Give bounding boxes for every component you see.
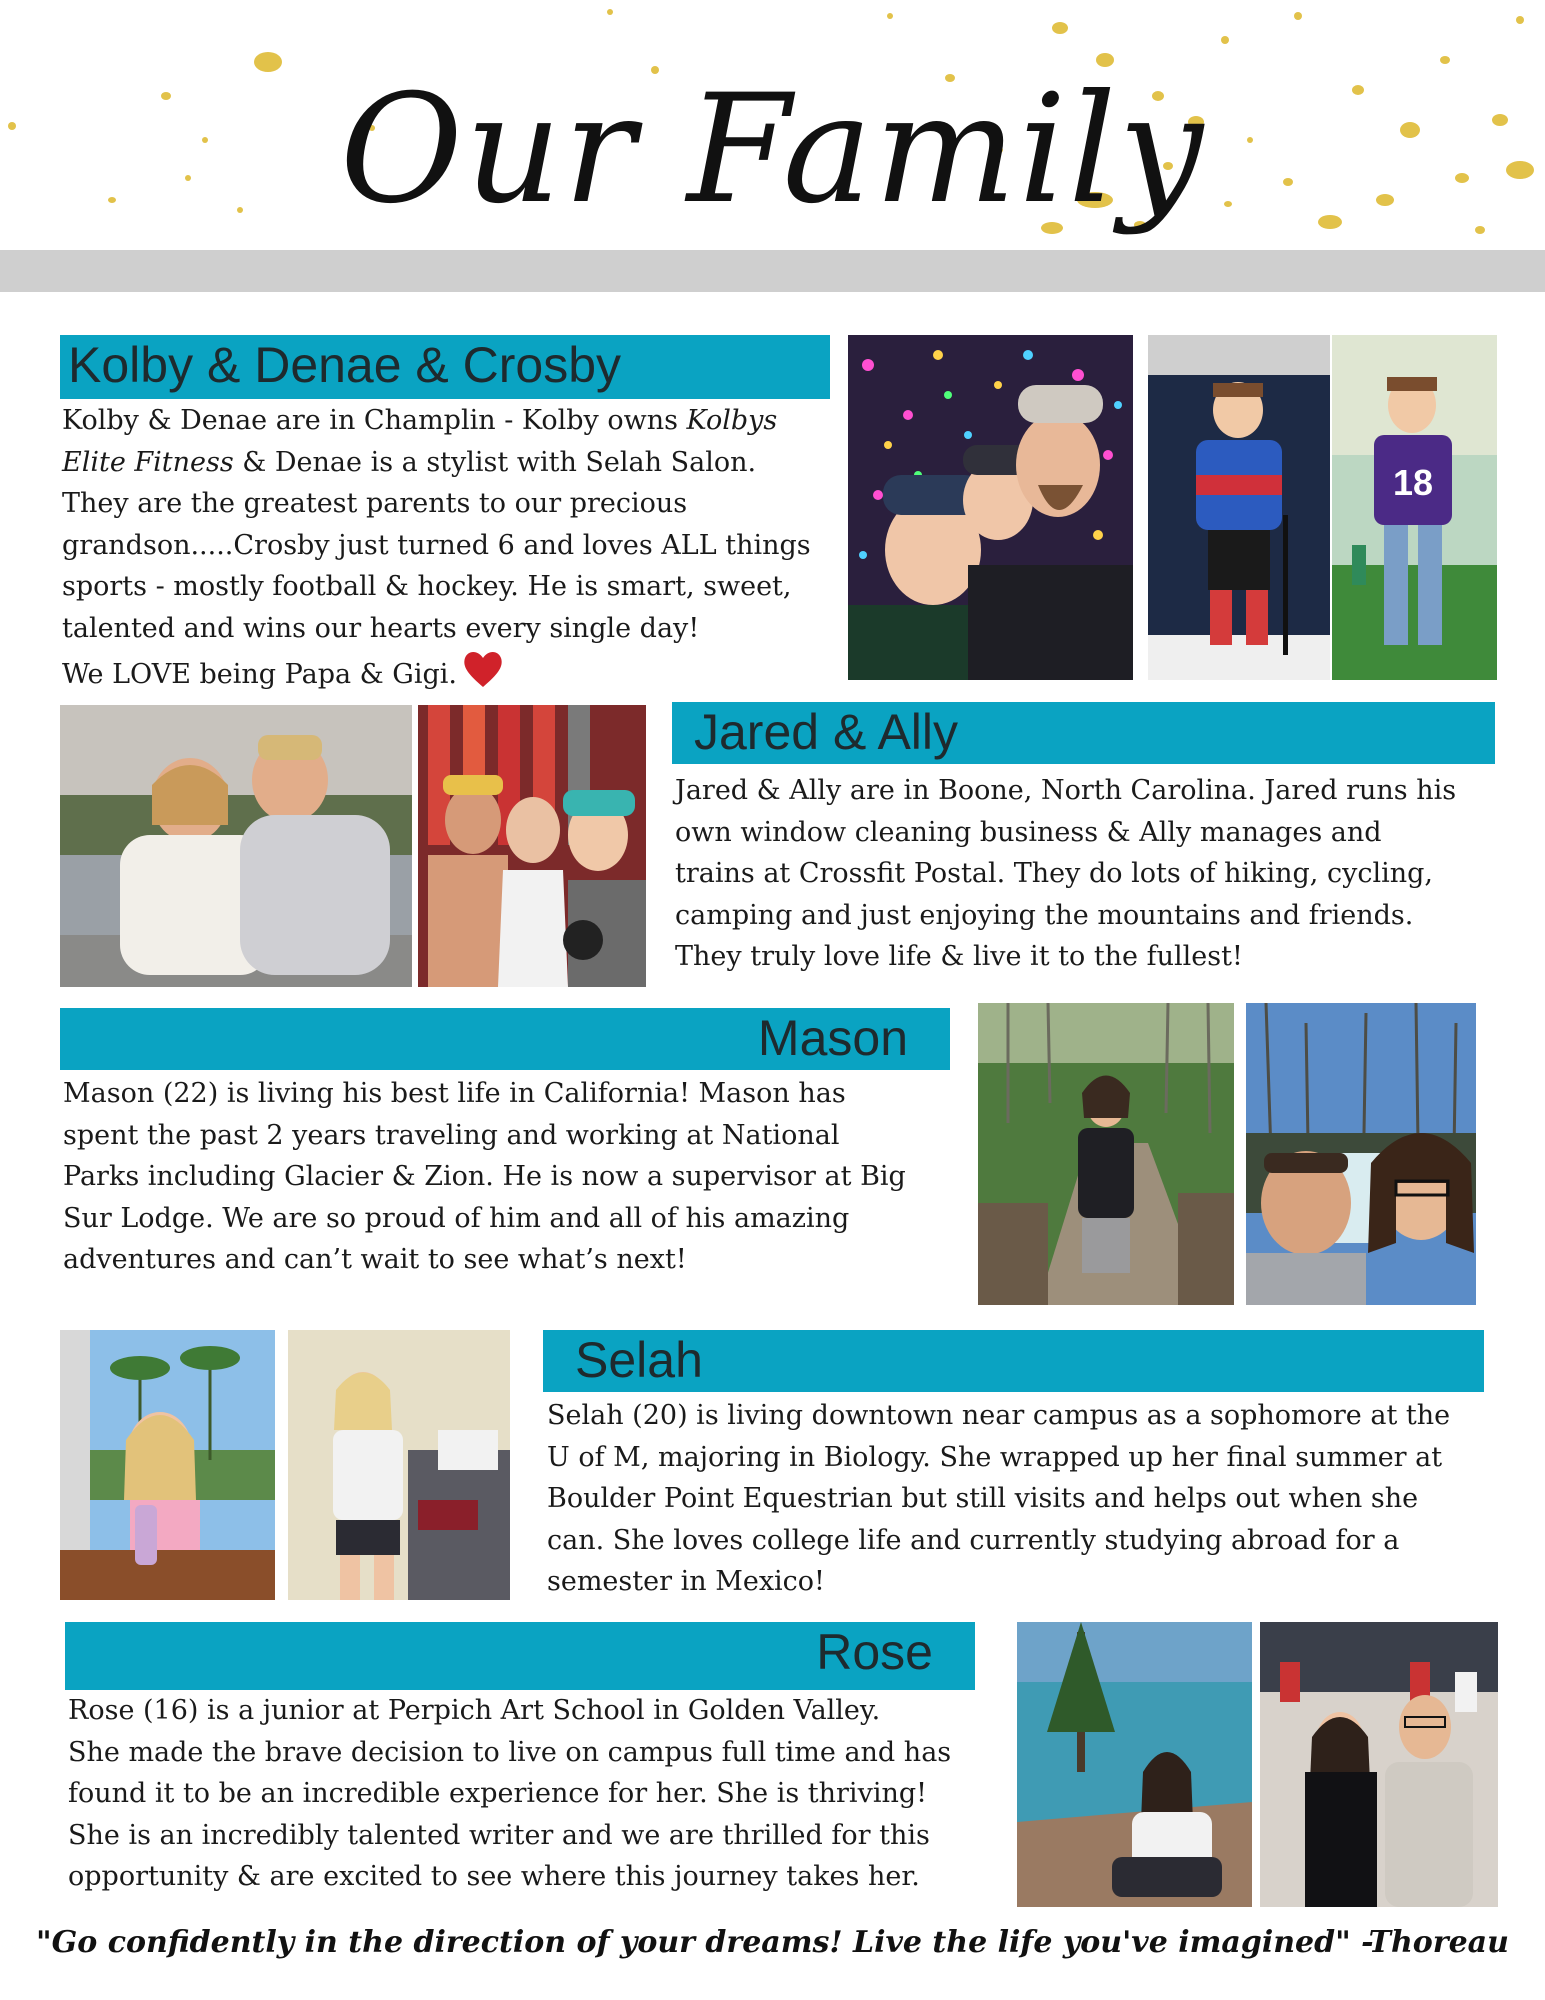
- section-text-kolby: [62, 400, 852, 696]
- selah-line5-text: semester in Mexico!: [547, 1566, 825, 1597]
- section-text-jared: [675, 770, 1495, 978]
- jared-line4-text: camping and just enjoying the mountains and friends.: [675, 899, 1414, 931]
- heart-icon: [461, 649, 505, 689]
- rose-line3-text: found it to be an incredible experience for her. She is thriving!: [68, 1778, 927, 1809]
- rose-line2-text: She made the brave decision to live on campus full time and has: [68, 1736, 952, 1768]
- kolby-line2-text: & Denae is a stylist with Selah Salon.: [233, 446, 757, 478]
- page-title: Our Family: [339, 63, 1206, 237]
- mason-line4-text: Sur Lodge. We are so proud of him and all of his amazing: [63, 1202, 850, 1234]
- selah-line4-text: can. She loves college life and currently studying abroad for a: [547, 1524, 1400, 1556]
- photo-kolby-family-selfie: [848, 335, 1133, 680]
- mason-line5-text: adventures and can’t wait to see what’s next!: [63, 1244, 687, 1275]
- kolby-line4-text: grandson.....Crosby just turned 6 and loves ALL things: [62, 529, 811, 561]
- photo-rose-lakeside: [1017, 1622, 1252, 1907]
- mason-line1-text: Mason (22) is living his best life in California! Mason has: [63, 1078, 846, 1109]
- selah-line2-text: U of M, majoring in Biology. She wrapped up her final summer at: [547, 1441, 1443, 1473]
- kolby-line5-text: sports - mostly football & hockey. He is smart, sweet,: [62, 571, 792, 602]
- rose-line1-text: Rose (16) is a junior at Perpich Art School in Golden Valley.: [68, 1695, 881, 1726]
- rose-line4-text: She is an incredibly talented writer and we are thrilled for this: [68, 1819, 930, 1851]
- photo-rose-with-dad: [1260, 1622, 1498, 1907]
- kolby-line3-text: They are the greatest parents to our precious: [62, 488, 688, 519]
- section-text-selah: [547, 1395, 1497, 1603]
- section-text-rose: [68, 1690, 1008, 1898]
- photo-jared-ally-mom-selfie: [418, 705, 646, 987]
- section-heading-selah: Selah: [543, 1330, 1484, 1392]
- photo-mason-boardwalk: [978, 1003, 1234, 1305]
- section-heading-jared: Jared & Ally: [672, 702, 1495, 764]
- jared-line5-text: They truly love life & live it to the fullest!: [675, 941, 1243, 972]
- section-text-mason: [63, 1073, 963, 1281]
- header-divider-band: [0, 250, 1545, 292]
- jared-line2-text: own window cleaning business & Ally manages and: [675, 816, 1382, 848]
- selah-line3-text: Boulder Point Equestrian but still visits and helps out when she: [547, 1483, 1419, 1514]
- jared-line3-text: trains at Crossfit Postal. They do lots of hiking, cycling,: [675, 858, 1433, 889]
- photo-selah-patio-drink: [60, 1330, 275, 1600]
- closing-quote: "Go confidently in the direction of your dreams! Live the life you've imagined" -Thoreau: [36, 1925, 1509, 1960]
- rose-line5-text: opportunity & are excited to see where this journey takes her.: [68, 1861, 920, 1892]
- kolby-line7-text: We LOVE being Papa & Gigi.: [62, 659, 457, 690]
- jared-line1-text: Jared & Ally are in Boone, North Carolina. Jared runs his: [675, 775, 1457, 806]
- photo-crosby-vikings: [1332, 335, 1497, 680]
- mason-line2-text: spent the past 2 years traveling and working at National: [63, 1119, 840, 1151]
- section-heading-rose: Rose: [65, 1622, 975, 1690]
- section-heading-mason: Mason: [60, 1008, 950, 1070]
- section-heading-kolby: Kolby & Denae & Crosby: [60, 335, 830, 399]
- photo-mason-waterfall-selfie: [1246, 1003, 1476, 1305]
- kolby-line6-text: talented and wins our hearts every single day!: [62, 612, 700, 644]
- photo-selah-dorm: [288, 1330, 510, 1600]
- selah-line1-text: Selah (20) is living downtown near campus as a sophomore at the: [547, 1400, 1451, 1431]
- photo-crosby-hockey: [1148, 335, 1330, 680]
- kolby-business-name-part1: Kolbys: [686, 405, 778, 436]
- svg-text:18: 18: [1392, 462, 1434, 503]
- kolby-business-name-part2: Elite Fitness: [62, 446, 234, 478]
- photo-jared-ally-sunset: [60, 705, 412, 987]
- mason-line3-text: Parks including Glacier & Zion. He is now a supervisor at Big: [63, 1161, 906, 1192]
- kolby-line1-text: Kolby & Denae are in Champlin - Kolby owns: [62, 405, 687, 436]
